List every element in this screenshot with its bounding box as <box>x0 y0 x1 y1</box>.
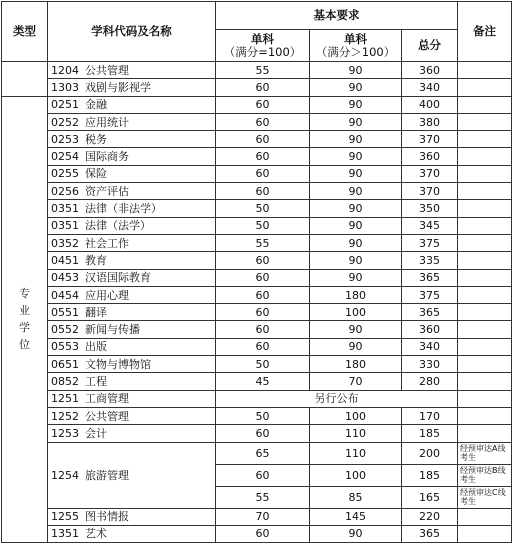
total-cell: 370 <box>402 165 458 182</box>
discipline-name: 汉语国际教育 <box>85 271 151 285</box>
discipline-cell <box>48 269 216 286</box>
single-100-cell: 60 <box>216 304 310 321</box>
discipline-cell <box>48 131 216 148</box>
discipline-cell <box>48 390 216 407</box>
total-cell: 330 <box>402 356 458 373</box>
header-type: 类型 <box>2 2 48 62</box>
discipline-code: 0351 <box>51 219 79 233</box>
table-row <box>2 286 512 303</box>
discipline-cell <box>48 234 216 251</box>
discipline-name: 工商管理 <box>85 392 129 406</box>
single-over-100-cell: 90 <box>310 183 402 200</box>
discipline-name: 社会工作 <box>85 236 129 250</box>
remark-cell <box>458 269 512 286</box>
remark-cell <box>458 62 512 79</box>
remark-note-a: 经预审达A线考生 <box>458 442 512 464</box>
remark-cell <box>458 148 512 165</box>
total-cell: 350 <box>402 200 458 217</box>
remark-cell <box>458 165 512 182</box>
single-100-cell: 60 <box>216 183 310 200</box>
discipline-cell <box>48 200 216 217</box>
single-over-100-cell: 145 <box>310 508 402 525</box>
remark-note-b: 经预审达B线考生 <box>458 464 512 486</box>
total-cell: 165 <box>402 486 458 508</box>
remark-cell <box>458 79 512 96</box>
table-row <box>2 217 512 234</box>
discipline-cell <box>48 425 216 442</box>
total-cell: 365 <box>402 269 458 286</box>
total-cell: 375 <box>402 234 458 251</box>
discipline-name: 应用心理 <box>85 288 129 302</box>
remark-cell <box>458 525 512 542</box>
single-over-100-cell: 180 <box>310 286 402 303</box>
discipline-name: 法律（法学） <box>85 219 151 233</box>
single-100-cell: 60 <box>216 113 310 130</box>
single-100-cell: 60 <box>216 148 310 165</box>
category-char: 学 <box>19 321 30 335</box>
remark-cell <box>458 217 512 234</box>
discipline-name: 公共管理 <box>85 409 129 423</box>
remark-cell <box>458 390 512 407</box>
table-row <box>2 269 512 286</box>
discipline-name: 工程 <box>85 374 107 388</box>
single-100-cell: 60 <box>216 286 310 303</box>
remark-cell <box>458 508 512 525</box>
single-100-cell: 60 <box>216 321 310 338</box>
remark-cell <box>458 131 512 148</box>
header-remark: 备注 <box>458 2 512 62</box>
single-over-100-cell: 90 <box>310 148 402 165</box>
table-row <box>2 113 512 130</box>
total-cell: 360 <box>402 148 458 165</box>
discipline-code: 1204 <box>51 63 79 77</box>
table-row <box>2 234 512 251</box>
total-cell: 360 <box>402 62 458 79</box>
header-single-over-100 <box>310 30 402 62</box>
discipline-name: 保险 <box>85 167 107 181</box>
total-cell: 340 <box>402 338 458 355</box>
single-over-100-cell: 110 <box>310 442 402 464</box>
single-over-100-cell: 90 <box>310 525 402 542</box>
category-cell-empty <box>2 62 48 97</box>
table-row <box>2 200 512 217</box>
discipline-code: 0254 <box>51 150 79 164</box>
discipline-cell <box>48 96 216 113</box>
discipline-code: 1303 <box>51 80 79 94</box>
single-100-cell: 70 <box>216 508 310 525</box>
header-discipline: 学科代码及名称 <box>48 2 216 62</box>
header-total: 总分 <box>402 30 458 62</box>
table-row <box>2 373 512 390</box>
total-cell: 170 <box>402 407 458 424</box>
discipline-code: 1252 <box>51 409 79 423</box>
remark-cell <box>458 356 512 373</box>
discipline-code: 0553 <box>51 340 79 354</box>
single-over-100-cell: 70 <box>310 373 402 390</box>
single-over-100-cell: 90 <box>310 234 402 251</box>
discipline-code: 0251 <box>51 98 79 112</box>
discipline-cell <box>48 113 216 130</box>
category-char: 位 <box>19 338 30 352</box>
discipline-name: 资产评估 <box>85 184 129 198</box>
discipline-cell <box>48 338 216 355</box>
remark-cell <box>458 96 512 113</box>
table-row <box>2 338 512 355</box>
single-100-cell: 45 <box>216 373 310 390</box>
total-cell: 400 <box>402 96 458 113</box>
single-over-100-cell: 90 <box>310 79 402 96</box>
table-row <box>2 407 512 424</box>
single-over-100-cell: 90 <box>310 165 402 182</box>
discipline-name: 图书情报 <box>85 510 129 524</box>
discipline-name: 国际商务 <box>85 150 129 164</box>
single-over-100-cell: 100 <box>310 407 402 424</box>
discipline-code: 0252 <box>51 115 79 129</box>
table-row <box>2 131 512 148</box>
category-char: 业 <box>19 304 30 318</box>
discipline-name: 应用统计 <box>85 115 129 129</box>
table-row <box>2 508 512 525</box>
discipline-cell <box>48 286 216 303</box>
remark-cell <box>458 338 512 355</box>
discipline-code: 0453 <box>51 271 79 285</box>
single-over-100-cell: 85 <box>310 486 402 508</box>
discipline-cell <box>48 407 216 424</box>
discipline-cell <box>48 148 216 165</box>
header-single-over-100-sub: （满分＞100） <box>315 44 396 59</box>
discipline-code: 1253 <box>51 426 79 440</box>
total-cell: 365 <box>402 304 458 321</box>
discipline-name: 公共管理 <box>85 63 129 77</box>
discipline-cell <box>48 356 216 373</box>
discipline-name: 税务 <box>85 132 107 146</box>
total-cell: 345 <box>402 217 458 234</box>
single-100-cell: 60 <box>216 79 310 96</box>
header-single-100-label: 单科 <box>251 31 274 46</box>
discipline-code: 1251 <box>51 392 79 406</box>
single-100-cell: 60 <box>216 252 310 269</box>
table-row <box>2 356 512 373</box>
single-100-cell: 60 <box>216 269 310 286</box>
discipline-cell <box>48 508 216 525</box>
remark-cell <box>458 304 512 321</box>
table-row <box>2 321 512 338</box>
table-row <box>2 252 512 269</box>
discipline-name: 艺术 <box>85 527 107 541</box>
discipline-code: 0253 <box>51 132 79 146</box>
total-cell: 380 <box>402 113 458 130</box>
total-cell: 335 <box>402 252 458 269</box>
discipline-code: 0256 <box>51 184 79 198</box>
total-cell: 200 <box>402 442 458 464</box>
single-over-100-cell: 110 <box>310 425 402 442</box>
single-over-100-cell: 90 <box>310 269 402 286</box>
single-100-cell: 60 <box>216 464 310 486</box>
table-row <box>2 62 512 79</box>
remark-cell <box>458 113 512 130</box>
discipline-cell <box>48 62 216 79</box>
discipline-code: 0352 <box>51 236 79 250</box>
single-over-100-cell: 90 <box>310 131 402 148</box>
total-cell: 365 <box>402 525 458 542</box>
discipline-name: 会计 <box>85 426 107 440</box>
remark-cell <box>458 200 512 217</box>
remark-cell <box>458 234 512 251</box>
single-over-100-cell: 90 <box>310 113 402 130</box>
single-100-cell: 55 <box>216 486 310 508</box>
discipline-cell <box>48 442 216 508</box>
discipline-name: 翻译 <box>85 305 107 319</box>
total-cell: 220 <box>402 508 458 525</box>
single-100-cell: 55 <box>216 62 310 79</box>
total-cell: 370 <box>402 131 458 148</box>
single-100-cell: 55 <box>216 234 310 251</box>
discipline-name: 法律（非法学） <box>85 202 162 216</box>
single-over-100-cell: 90 <box>310 200 402 217</box>
discipline-cell <box>48 183 216 200</box>
table-row <box>2 165 512 182</box>
single-100-cell: 50 <box>216 407 310 424</box>
total-cell: 360 <box>402 321 458 338</box>
table-row <box>2 525 512 542</box>
header-single-over-100-label: 单科 <box>344 31 367 46</box>
discipline-code: 0651 <box>51 357 79 371</box>
discipline-code: 0552 <box>51 323 79 337</box>
score-requirements-table <box>1 1 512 543</box>
single-over-100-cell: 100 <box>310 304 402 321</box>
discipline-code: 0451 <box>51 253 79 267</box>
discipline-code: 1255 <box>51 510 79 524</box>
remark-cell <box>458 252 512 269</box>
remark-note-c: 经预审达C线考生 <box>458 486 512 508</box>
header-basic-requirements: 基本要求 <box>216 2 458 30</box>
table-row <box>2 79 512 96</box>
single-over-100-cell: 90 <box>310 96 402 113</box>
remark-cell <box>458 321 512 338</box>
discipline-name: 出版 <box>85 340 107 354</box>
discipline-code: 1254 <box>51 468 79 482</box>
single-over-100-cell: 90 <box>310 252 402 269</box>
remark-cell <box>458 407 512 424</box>
category-professional-degree <box>2 96 48 543</box>
total-cell: 375 <box>402 286 458 303</box>
discipline-name: 文物与博物馆 <box>85 357 151 371</box>
table-row <box>2 442 512 464</box>
category-char: 专 <box>19 287 30 301</box>
single-over-100-cell: 90 <box>310 321 402 338</box>
single-over-100-cell: 180 <box>310 356 402 373</box>
remark-cell <box>458 373 512 390</box>
single-100-cell: 60 <box>216 338 310 355</box>
discipline-cell <box>48 304 216 321</box>
single-100-cell: 50 <box>216 356 310 373</box>
header-single-100 <box>216 30 310 62</box>
header-single-100-sub: （满分=100） <box>223 44 302 59</box>
discipline-code: 0255 <box>51 167 79 181</box>
single-100-cell: 60 <box>216 131 310 148</box>
discipline-cell <box>48 165 216 182</box>
discipline-code: 0454 <box>51 288 79 302</box>
total-cell: 185 <box>402 464 458 486</box>
single-100-cell: 60 <box>216 96 310 113</box>
discipline-name: 戏剧与影视学 <box>85 80 151 94</box>
single-100-cell: 60 <box>216 425 310 442</box>
table-row <box>2 425 512 442</box>
single-over-100-cell: 90 <box>310 62 402 79</box>
single-100-cell: 65 <box>216 442 310 464</box>
discipline-name: 旅游管理 <box>85 468 129 482</box>
discipline-cell <box>48 525 216 542</box>
discipline-name: 教育 <box>85 253 107 267</box>
discipline-code: 0351 <box>51 202 79 216</box>
single-100-cell: 60 <box>216 525 310 542</box>
discipline-code: 0551 <box>51 305 79 319</box>
discipline-code: 0852 <box>51 374 79 388</box>
discipline-cell <box>48 217 216 234</box>
single-100-cell: 50 <box>216 217 310 234</box>
discipline-cell <box>48 321 216 338</box>
discipline-name: 金融 <box>85 98 107 112</box>
discipline-cell <box>48 79 216 96</box>
single-over-100-cell: 90 <box>310 338 402 355</box>
table-row <box>2 148 512 165</box>
single-over-100-cell: 100 <box>310 464 402 486</box>
discipline-cell <box>48 373 216 390</box>
single-100-cell: 60 <box>216 165 310 182</box>
total-cell: 185 <box>402 425 458 442</box>
table-row <box>2 390 512 407</box>
discipline-code: 1351 <box>51 527 79 541</box>
single-over-100-cell: 90 <box>310 217 402 234</box>
total-cell: 280 <box>402 373 458 390</box>
single-100-cell: 50 <box>216 200 310 217</box>
total-cell: 370 <box>402 183 458 200</box>
table-row <box>2 96 512 113</box>
remark-cell <box>458 286 512 303</box>
remark-cell <box>458 425 512 442</box>
to-be-announced-cell: 另行公布 <box>216 390 458 407</box>
discipline-cell <box>48 252 216 269</box>
total-cell: 340 <box>402 79 458 96</box>
remark-cell <box>458 183 512 200</box>
table-row <box>2 183 512 200</box>
table-row <box>2 304 512 321</box>
discipline-name: 新闻与传播 <box>85 323 140 337</box>
